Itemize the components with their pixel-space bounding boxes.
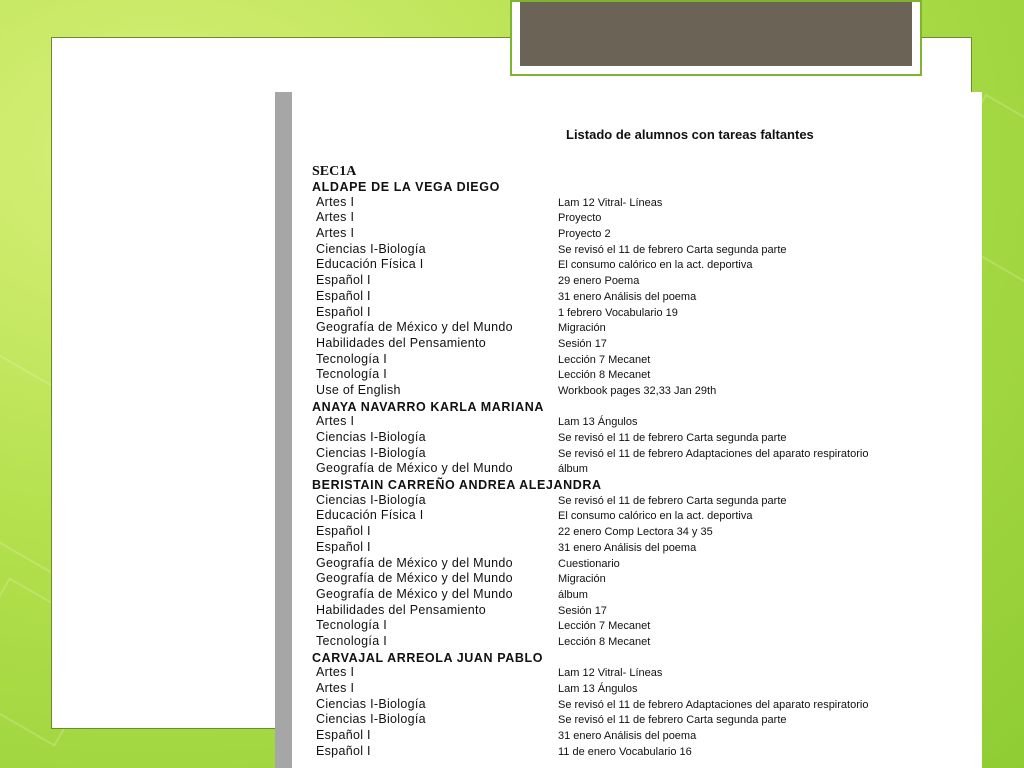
task-row: [275, 494, 982, 510]
subject-name: Ciencias I-Biología: [316, 696, 426, 711]
subject-name: Geografía de México y del Mundo: [316, 461, 513, 476]
task-row: [275, 557, 982, 573]
missing-task: Se revisó el 11 de febrero Carta segunda parte: [558, 243, 787, 256]
missing-task: Migración: [558, 322, 606, 335]
missing-task: 22 enero Comp Lectora 34 y 35: [558, 526, 713, 539]
missing-task: 11 de enero Vocabulario 16: [558, 745, 692, 758]
subject-name: Geografía de México y del Mundo: [316, 555, 513, 570]
section-label: SEC1A: [312, 164, 357, 179]
task-row: [275, 431, 982, 447]
task-row: [275, 258, 982, 274]
subject-name: Artes I: [316, 194, 355, 209]
task-row: [275, 462, 982, 478]
student-name: ANAYA NAVARRO KARLA MARIANA: [312, 399, 544, 414]
document-image: [275, 92, 982, 768]
subject-name: Geografía de México y del Mundo: [316, 586, 513, 601]
student-name: CARVAJAL ARREOLA JUAN PABLO: [312, 650, 544, 665]
task-row: [275, 243, 982, 259]
missing-task: Sesión 17: [558, 337, 607, 350]
subject-name: Educación Física I: [316, 508, 424, 523]
task-row: [275, 541, 982, 557]
missing-task: Se revisó el 11 de febrero Carta segunda parte: [558, 714, 787, 727]
missing-task: Lección 7 Mecanet: [558, 620, 651, 633]
missing-task: Lam 13 Ángulos: [558, 416, 638, 429]
missing-task: Lección 8 Mecanet: [558, 369, 651, 382]
subject-name: Español I: [316, 539, 371, 554]
missing-task: Se revisó el 11 de febrero Adaptaciones del aparato respiratorio: [558, 447, 869, 460]
subject-name: Ciencias I-Biología: [316, 430, 426, 444]
subject-name: Tecnología I: [316, 618, 388, 633]
subject-name: Artes I: [316, 210, 355, 225]
student-name: ALDAPE DE LA VEGA DIEGO: [312, 180, 500, 194]
missing-task: Lección 7 Mecanet: [558, 353, 651, 366]
missing-task: Se revisó el 11 de febrero Carta segunda parte: [558, 432, 787, 444]
student-row: [275, 478, 982, 494]
subject-name: Español I: [316, 304, 371, 319]
task-row: [275, 682, 982, 698]
task-row: [275, 337, 982, 353]
subject-name: Español I: [316, 273, 371, 288]
subject-name: Ciencias I-Biología: [316, 445, 426, 460]
task-row: [275, 698, 982, 714]
subject-name: Español I: [316, 728, 371, 743]
subject-name: Ciencias I-Biología: [316, 492, 426, 507]
student-row: [275, 180, 982, 196]
missing-task: Sesión 17: [558, 604, 607, 617]
subject-name: Ciencias I-Biología: [316, 712, 426, 727]
task-row: [275, 509, 982, 525]
document-title: Listado de alumnos con tareas faltantes: [566, 127, 814, 142]
task-row: [275, 572, 982, 588]
task-row: [275, 274, 982, 290]
task-row: [275, 290, 982, 306]
missing-task: 31 enero Análisis del poema: [558, 290, 697, 303]
task-row: [275, 666, 982, 682]
missing-task: Se revisó el 11 de febrero Carta segunda parte: [558, 494, 787, 507]
missing-task: Proyecto 2: [558, 228, 611, 241]
missing-task: Cuestionario: [558, 557, 620, 570]
missing-task: Lam 13 Ángulos: [558, 683, 638, 695]
student-name: BERISTAIN CARREÑO ANDREA ALEJANDRA: [312, 478, 602, 493]
subject-name: Artes I: [316, 414, 355, 429]
missing-task: Lam 12 Vitral- Líneas: [558, 196, 663, 209]
missing-task: Workbook pages 32,33 Jan 29th: [558, 384, 717, 397]
slide-title-frame: [510, 0, 922, 76]
task-row: [275, 353, 982, 369]
slide-title-placeholder: [520, 2, 912, 66]
missing-task: álbum: [558, 588, 588, 601]
task-row: [275, 588, 982, 604]
subject-name: Educación Física I: [316, 257, 424, 272]
missing-task: El consumo calórico en la act. deportiva: [558, 510, 753, 523]
task-row: [275, 368, 982, 384]
task-row: [275, 211, 982, 227]
subject-name: Español I: [316, 288, 371, 303]
subject-name: Geografía de México y del Mundo: [316, 571, 513, 586]
task-row: [275, 635, 982, 651]
task-row: [275, 196, 982, 212]
task-row: [275, 604, 982, 620]
missing-task: Lam 12 Vitral- Líneas: [558, 667, 663, 680]
task-row: [275, 384, 982, 400]
missing-task: 31 enero Análisis del poema: [558, 730, 697, 743]
missing-task: Lección 8 Mecanet: [558, 635, 651, 648]
student-row: [275, 651, 982, 667]
missing-task: 1 febrero Vocabulario 19: [558, 306, 678, 319]
missing-task: Se revisó el 11 de febrero Adaptaciones del aparato respiratorio: [558, 698, 869, 711]
subject-name: Habilidades del Pensamiento: [316, 602, 487, 617]
subject-name: Artes I: [316, 665, 355, 680]
missing-task: 29 enero Poema: [558, 275, 640, 288]
task-row: [275, 415, 982, 431]
subject-name: Tecnología I: [316, 351, 388, 366]
task-row: [275, 619, 982, 635]
missing-task: 31 enero Análisis del poema: [558, 541, 697, 554]
student-row: [275, 400, 982, 416]
subject-name: Español I: [316, 524, 371, 539]
subject-name: Artes I: [316, 226, 355, 241]
missing-task: Proyecto: [558, 212, 602, 225]
subject-name: Use of English: [316, 382, 401, 397]
task-row: [275, 525, 982, 541]
subject-name: Ciencias I-Biología: [316, 241, 426, 256]
missing-task: Migración: [558, 573, 606, 586]
task-row: [275, 713, 982, 729]
subject-name: Geografía de México y del Mundo: [316, 320, 513, 335]
subject-name: Habilidades del Pensamiento: [316, 335, 487, 350]
task-row: [275, 227, 982, 243]
student-task-list: [275, 180, 982, 760]
missing-task: El consumo calórico en la act. deportiva: [558, 259, 753, 272]
task-row: [275, 729, 982, 745]
subject-name: Español I: [316, 743, 371, 758]
task-row: [275, 447, 982, 463]
task-row: [275, 321, 982, 337]
task-row: [275, 745, 982, 761]
subject-name: Tecnología I: [316, 633, 388, 648]
subject-name: Tecnología I: [316, 367, 388, 382]
subject-name: Artes I: [316, 681, 355, 695]
missing-task: álbum: [558, 463, 588, 476]
task-row: [275, 306, 982, 322]
